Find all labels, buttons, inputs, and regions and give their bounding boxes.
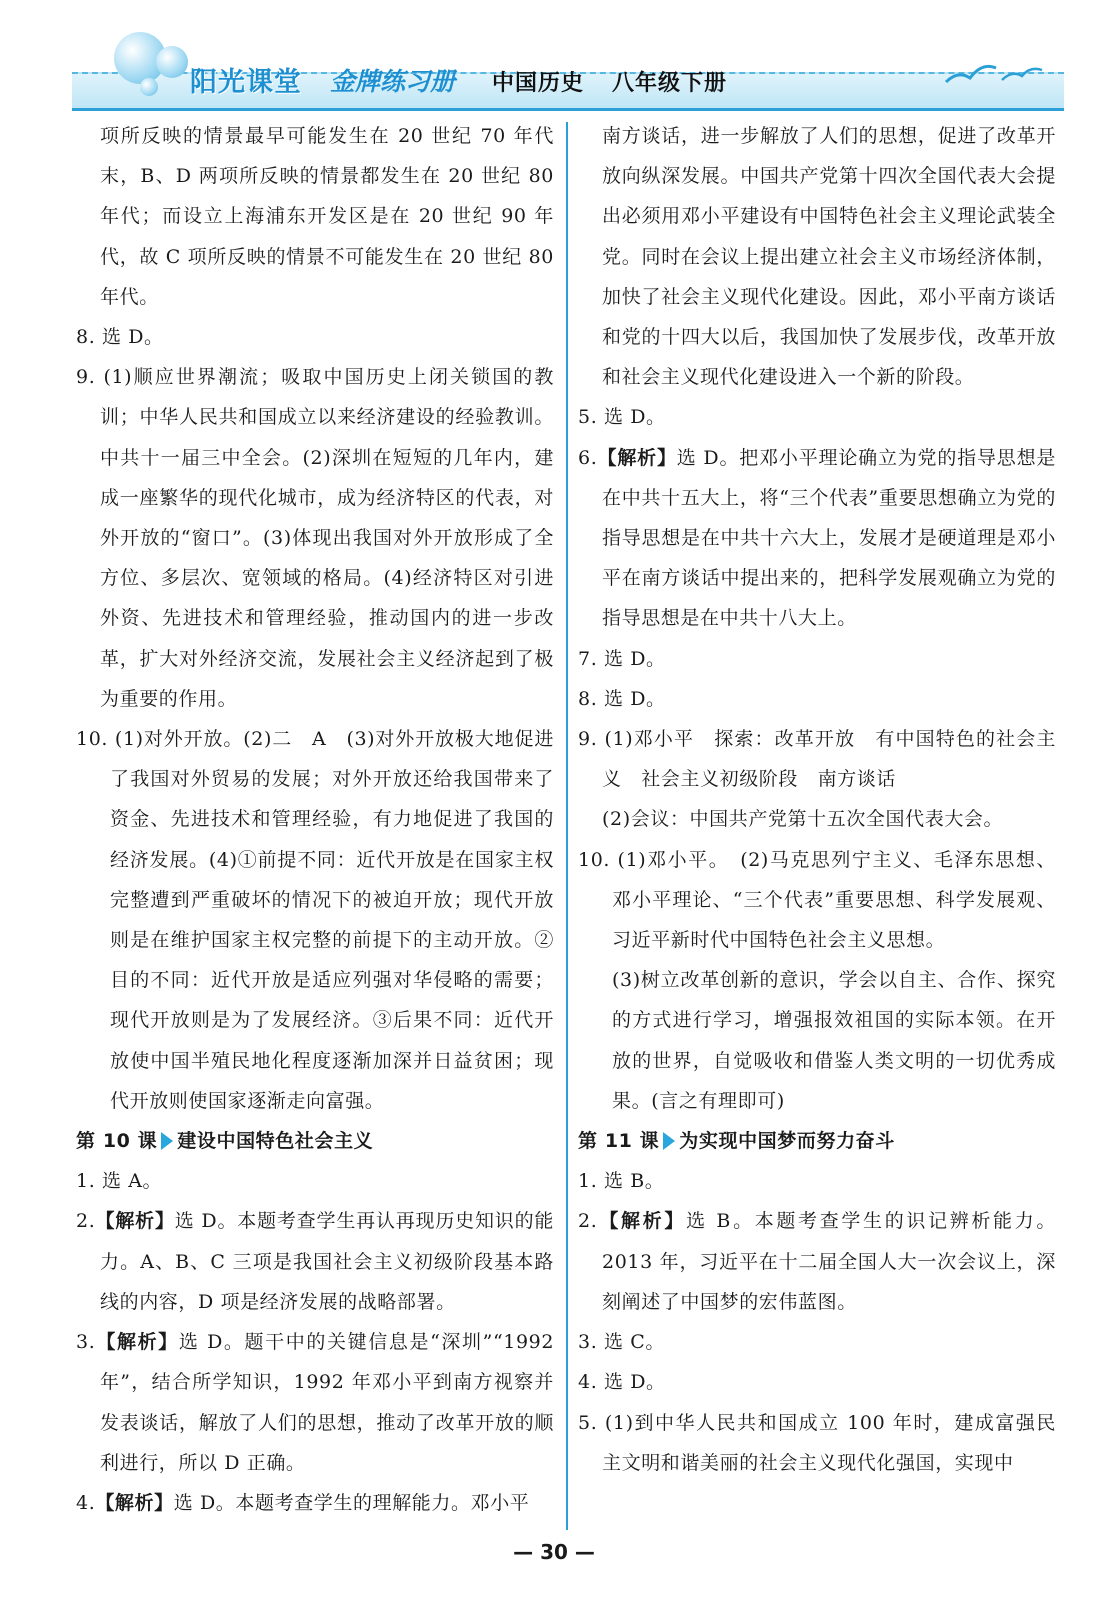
page-header xyxy=(72,32,1064,110)
answer-item: 9. (1)邓小平 探索：改革开放 有中国特色的社会主义 社会主义初级阶段 南方谈话 xyxy=(578,728,1056,791)
grade-title: 八年级下册 xyxy=(612,71,728,96)
answer-item: 3. 选 C。 xyxy=(578,1331,665,1354)
lesson-title: 建设中国特色社会主义 xyxy=(177,1130,374,1153)
bubble-decoration xyxy=(140,78,158,96)
answer-item: 1. 选 B。 xyxy=(578,1170,665,1193)
subject-title: 中国历史 xyxy=(492,71,585,96)
analysis-text: 选 D。题干中的关键信息是“深圳”“1992年”，结合所学知识，1992 年邓小平到南方视察并发表谈话，解放了人们的思想，推动了改革开放的顺利进行，所以 D 正确。 xyxy=(100,1331,555,1474)
lesson-number: 第 10 课 xyxy=(76,1130,158,1153)
right-column xyxy=(578,116,1056,1483)
analysis-label: 【解析】 xyxy=(597,1210,687,1233)
analysis-label: 【解析】 xyxy=(95,1331,179,1354)
arrow-icon xyxy=(161,1132,173,1150)
analysis-text: 选 D。本题考查学生再认再现历史知识的能力。A、B、C 三项是我国社会主义初级阶段基本路线的内容，D 项是经济发展的战略部署。 xyxy=(100,1210,555,1313)
bubble-decoration xyxy=(156,46,188,78)
answer-item xyxy=(76,1483,554,1523)
birds-icon xyxy=(942,52,1052,92)
answer-item: 10. (1)对外开放。(2)二 A (3)对外开放极大地促进了我国对外贸易的发展；对外开放还给我国带来了资金、先进技术和管理经验，有力地促进了我国的经济发展。(4)①前提不同：近代开放是在国家主权完整遭到严重破坏的情况下的被迫开放；现代开放则是在维护国家主权完整的前提下的主动开放。②目的不同：近代开放是适应列强对华侵略的需要；现代开放则是为了发展经济。③后果不同：近代开放使中国半殖民地化程度逐渐加深并日益贫困；现代开放则使国家逐渐走向富强。 xyxy=(76,728,554,1112)
series-name: 金牌练习册 xyxy=(330,67,456,96)
column-divider xyxy=(566,122,568,1530)
page-number: — 30 — xyxy=(513,1540,595,1564)
answer-item: 5. 选 D。 xyxy=(578,406,666,429)
answer-item xyxy=(76,1322,554,1483)
answer-item: 9. (1)顺应世界潮流；吸取中国历史上闭关锁国的教训；中华人民共和国成立以来经济建设的经验教训。中共十一届三中全会。(2)深圳在短短的几年内，建成一座繁华的现代化城市，成为经济特区的代表，对外开放的“窗口”。(3)体现出我国对外开放形成了全方位、多层次、宽领域的格局。(4)经济特区对引进外资、先进技术和管理经验，推动国内的进一步改革，扩大对外经济交流，发展社会主义经济起到了极为重要的作用。 xyxy=(76,366,554,710)
answer-item: 5. (1)到中华人民共和国成立 100 年时，建成富强民主文明和谐美丽的社会主义现代化强国，实现中 xyxy=(578,1411,1056,1474)
analysis-label: 【解析】 xyxy=(95,1210,175,1233)
answer-item: 7. 选 D。 xyxy=(578,647,666,670)
answer-text: 项所反映的情景最早可能发生在 20 世纪 70 年代末，B、D 两项所反映的情景都发生在 20 世纪 80 年代；而设立上海浦东开发区是在 20 世纪 90 年代，故 C 项所反映的情景不可能发生在 20 世纪 80 年代。 xyxy=(100,125,554,308)
analysis-label: 【解析】 xyxy=(95,1491,174,1514)
answer-item: 10. (1)邓小平。 (2)马克思列宁主义、毛泽东思想、邓小平理论、“三个代表”重要思想、科学发展观、习近平新时代中国特色社会主义思想。 xyxy=(578,848,1056,952)
analysis-text: 选 D。把邓小平理论确立为党的指导思想是在中共十五大上，将“三个代表”重要思想确立为党的指导思想是在中共十六大上，发展才是硬道理是邓小平在南方谈话中提出来的，把科学发展观确立为党的指导思想是在中共十八大上。 xyxy=(602,446,1057,630)
answer-item: 8. 选 D。 xyxy=(76,326,164,349)
lesson-number: 第 11 课 xyxy=(578,1130,660,1153)
answer-item: 1. 选 A。 xyxy=(76,1170,163,1193)
analysis-label: 【解析】 xyxy=(597,446,677,469)
answer-text: 南方谈话，进一步解放了人们的思想，促进了改革开放向纵深发展。中国共产党第十四次全国代表大会提出必须用邓小平建设有中国特色社会主义理论武装全党。同时在会议上提出建立社会主义市场经济体制，加快了社会主义现代化建设。因此，邓小平南方谈话和党的十四大以后，我国加快了发展步伐，改革开放和社会主义现代化建设进入一个新的阶段。 xyxy=(602,125,1056,389)
answer-item: 4. 选 D。 xyxy=(578,1371,666,1394)
answer-item: (2)会议：中国共产党第十五次全国代表大会。 xyxy=(602,808,1004,831)
answer-item xyxy=(578,438,1056,639)
answer-item xyxy=(578,1201,1056,1322)
lesson-heading xyxy=(578,1121,1056,1161)
arrow-icon xyxy=(663,1132,675,1150)
item-number: 6. xyxy=(578,446,598,469)
item-number: 3. xyxy=(76,1331,96,1354)
lesson-title: 为实现中国梦而努力奋斗 xyxy=(679,1130,895,1153)
answer-item xyxy=(76,1201,554,1322)
item-number: 2. xyxy=(578,1210,598,1233)
answer-item: (3)树立改革创新的意识，学会以自主、合作、探究的方式进行学习，增强报效祖国的实际本领。在开放的世界，自觉吸收和借鉴人类文明的一切优秀成果。(言之有理即可) xyxy=(612,969,1056,1112)
brand-name: 阳光课堂 xyxy=(190,67,302,98)
lesson-heading xyxy=(76,1121,554,1161)
analysis-text: 选 B。本题考查学生的识记辨析能力。2013 年，习近平在十二届全国人大一次会议上，深刻阐述了中国梦的宏伟蓝图。 xyxy=(602,1210,1056,1313)
item-number: 4. xyxy=(76,1491,96,1514)
item-number: 2. xyxy=(76,1210,96,1233)
analysis-text: 选 D。本题考查学生的理解能力。邓小平 xyxy=(173,1491,530,1514)
left-column xyxy=(76,116,554,1523)
answer-item: 8. 选 D。 xyxy=(578,687,666,710)
